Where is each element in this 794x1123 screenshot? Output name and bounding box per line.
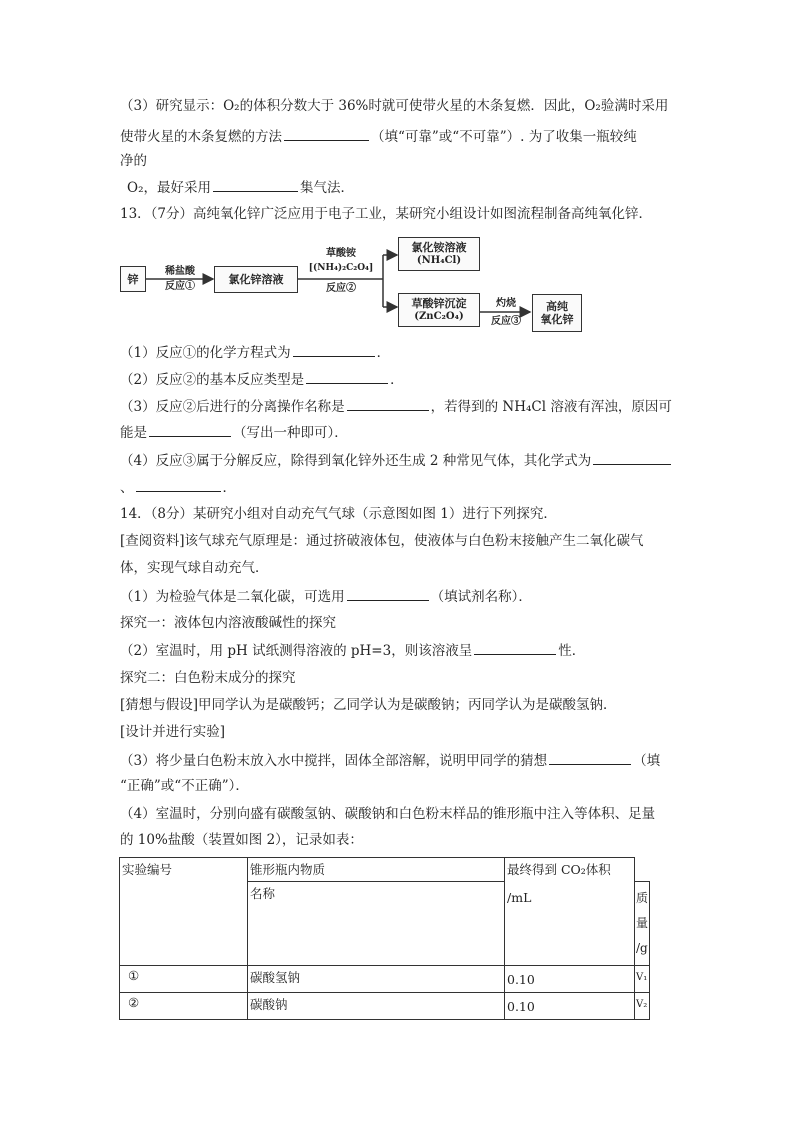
answer-blank[interactable] [474, 641, 556, 655]
header-co2-volume-label: 最终得到 CO₂体积 [507, 862, 611, 877]
q14-title: 14．（8分）某研究小组对自动充气气球（示意图如图 1）进行下列探究． [120, 506, 557, 522]
row2-volume: V₂ [635, 993, 650, 1020]
q13-part3-line1 [120, 397, 672, 416]
header-mass [635, 882, 650, 966]
q14-part1 [120, 587, 532, 606]
row2-name: 碳酸钠 [248, 993, 505, 1020]
answer-blank[interactable] [347, 587, 429, 601]
flow-label-reagent2: 草酸铵 [326, 248, 356, 259]
q13-part3-line2 [120, 423, 348, 442]
answer-blank[interactable] [306, 370, 388, 384]
q13-part2 [120, 370, 404, 389]
flow-label-reagent1: 稀盐酸 [165, 266, 195, 277]
q13-part4-line2 [120, 478, 236, 497]
answer-blank[interactable] [293, 343, 375, 357]
header-mass-1: 质 [636, 891, 649, 905]
q14-part3-text: （3）将少量白色粉末放入水中搅拌，固体全部溶解，说明甲同学的猜想 [120, 753, 548, 769]
q13-title: 13．（7分）高纯氧化锌广泛应用于电子工业，某研究小组设计如图流程制备高纯氧化锌． [120, 206, 653, 222]
flow-label-reagent3: 灼烧 [496, 298, 516, 309]
answer-blank[interactable] [347, 397, 429, 411]
flow-box-znc2o4 [398, 293, 480, 327]
q14-part2-text: （2）室温时，用 pH 试纸测得溶液的 pH=3，则该溶液呈 [120, 643, 473, 659]
table-header-row-1 [120, 858, 650, 882]
table-row [120, 966, 650, 993]
q13-part2-end: ． [390, 372, 404, 388]
answer-blank[interactable] [149, 423, 231, 437]
q14-info-line2: 体，实现气球自动充气． [120, 560, 269, 576]
answer-blank[interactable] [136, 478, 221, 492]
q14-part3-line2: “正确”或“不正确”）． [120, 778, 249, 794]
flow-box-zno [532, 294, 582, 332]
row1-volume: V₁ [635, 966, 650, 993]
q14-part1-end: （填试剂名称）． [430, 589, 532, 605]
answer-blank[interactable] [593, 451, 671, 465]
znc2o4-formula: (ZnC₂O₄) [414, 311, 464, 322]
q13-part4-line1 [120, 451, 673, 470]
q12-part3-text-b: （填“可靠”或“不可靠”）. 为了收集一瓶较纯 [371, 129, 637, 145]
header-co2-volume-unit: /mL [507, 890, 532, 905]
header-mass-2: 量 [636, 916, 649, 930]
nh4cl-formula: (NH₄Cl) [416, 255, 462, 266]
q14-explore1: 探究一：液体包内溶液酸碱性的探究 [120, 615, 336, 631]
q14-design: [设计并进行实验] [120, 724, 226, 740]
q13-part3-text-d: （写出一种即可）． [233, 425, 348, 441]
q13-part3-text-c: 能是 [120, 425, 147, 441]
q13-part1-text: （1）反应①的化学方程式为 [120, 345, 291, 361]
flow-label-reagent2-formula: [(NH₄)₂C₂O₄] [308, 263, 374, 273]
q12-part3-text-a: 使带火星的木条复燃的方法 [120, 129, 282, 145]
flow-box-zncl2: 氯化锌溶液 [214, 266, 298, 293]
flow-box-nh4cl [398, 237, 480, 271]
znc2o4-name: 草酸锌沉淀 [411, 297, 467, 310]
row1-number: ① [120, 966, 248, 993]
q14-part4-line2: 的 10%盐酸（装置如图 2），记录如表： [120, 832, 363, 848]
q14-part3-cont: （填 [633, 753, 661, 769]
q14-part1-text: （1）为检验气体是二氧化碳，可选用 [120, 589, 345, 605]
flow-label-reaction3: 反应③ [491, 316, 521, 327]
header-substance: 锥形瓶内物质 [248, 858, 505, 882]
flow-label-reaction2: 反应② [326, 283, 356, 294]
record-table [119, 857, 650, 1020]
q12-part3-line1: （3）研究显示：O₂的体积分数大于 36%时就可使带火星的木条复燃．因此，O₂验满时采用 [120, 98, 669, 114]
q14-explore2: 探究二：白色粉末成分的探究 [120, 670, 296, 686]
header-experiment-number: 实验编号 [120, 858, 248, 966]
q13-part4-sep: 、 [120, 480, 134, 496]
flow-label-reaction1: 反应① [165, 281, 195, 292]
flow-box-zinc: 锌 [120, 266, 146, 292]
nh4cl-name: 氯化铵溶液 [411, 241, 467, 254]
q13-part2-text: （2）反应②的基本反应类型是 [120, 372, 305, 388]
q14-part3-line1 [120, 751, 660, 770]
header-name: 名称 [248, 882, 505, 966]
q13-part4-end: ． [222, 480, 236, 496]
q13-part3-text-a: （3）反应②后进行的分离操作名称是 [120, 399, 345, 415]
header-mass-3: /g [636, 941, 648, 955]
q14-info-line1: [查阅资料]该气球充气原理是：通过挤破液体包，使液体与白色粉末接触产生二氧化碳气 [120, 533, 644, 549]
header-co2-volume [505, 858, 635, 966]
row2-mass: 0.10 [505, 993, 635, 1020]
q12-part3-text-d: 集气法． [299, 180, 354, 196]
q13-part3-text-b: ，若得到的 NH₄Cl 溶液有浑浊，原因可 [430, 399, 672, 415]
q14-part2-end: 性． [558, 643, 586, 659]
q12-part3-text-c: O₂，最好采用 [127, 180, 211, 196]
q13-part1 [120, 343, 390, 362]
q13-part4-text: （4）反应③属于分解反应，除得到氧化锌外还生成 2 种常见气体，其化学式为 [120, 453, 592, 469]
q14-hypothesis: [猜想与假设]甲同学认为是碳酸钙；乙同学认为是碳酸钠；丙同学认为是碳酸氢钠． [120, 697, 617, 713]
q13-part1-end: ． [376, 345, 391, 361]
row2-number: ② [120, 993, 248, 1020]
table-row [120, 993, 650, 1020]
zno-line1: 高纯 [546, 300, 568, 313]
row1-name: 碳酸氢钠 [248, 966, 505, 993]
header-empty-cell [635, 858, 650, 882]
row1-mass: 0.10 [505, 966, 635, 993]
answer-blank[interactable] [549, 751, 631, 765]
zno-line2: 氧化锌 [540, 313, 574, 326]
q14-part2 [120, 641, 585, 660]
q12-part3-line3: 净的 [120, 153, 147, 169]
q14-part4-line1: （4）室温时，分别向盛有碳酸氢钠、碳酸钠和白色粉末样品的锥形瓶中注入等体积、足量 [120, 806, 656, 822]
